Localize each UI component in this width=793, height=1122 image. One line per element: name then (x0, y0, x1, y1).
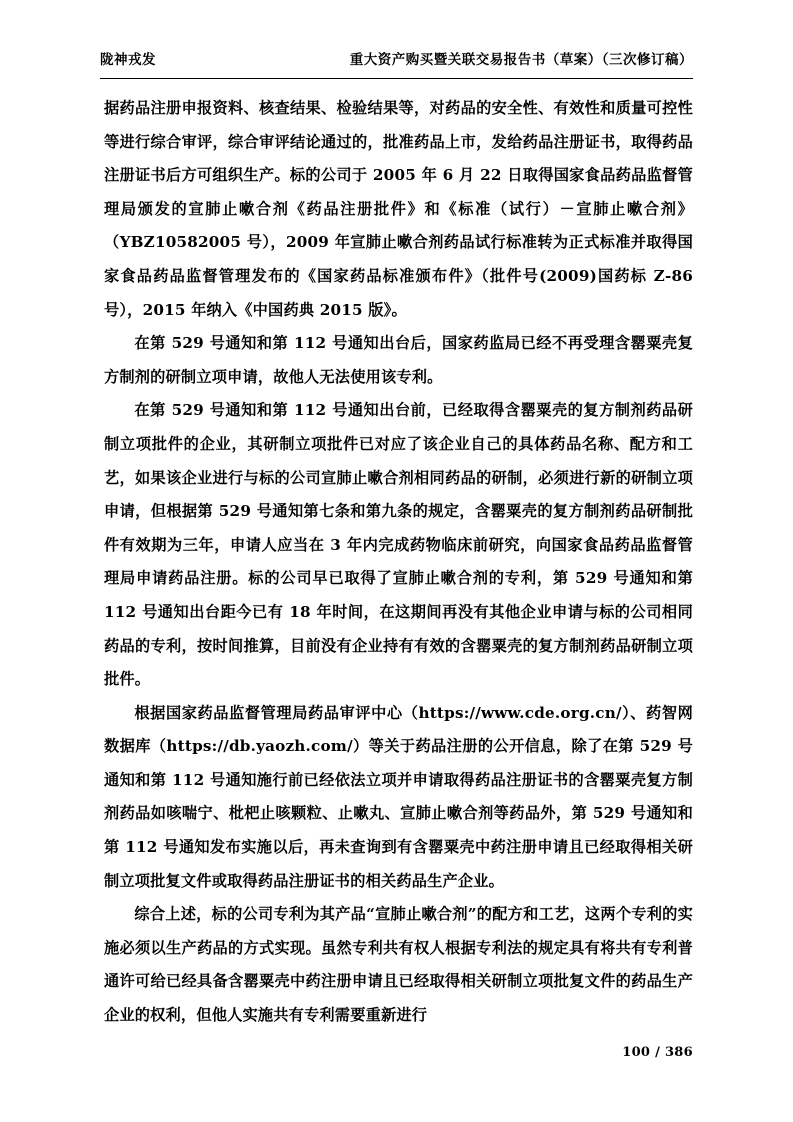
page-header (100, 48, 693, 68)
page-number: 100 / 386 (622, 1045, 693, 1060)
paragraph-summary: 综合上述，标的公司专利为其产品“宣肺止嗽合剂”的配方和工艺，这两个专利的实施必须以生产药品的方式实现。虽然专利共有权人根据专利法的规定具有将共有专利普通许可给已经具备含罂粟壳中药注册申请且已经取得相关研制立项批复文件的药品生产企业的权利，但他人实施共有专利需要重新进行 (104, 905, 693, 1025)
paragraph-notice-before: 在第 529 号通知和第 112 号通知出台前，已经取得含罂粟壳的复方制剂药品研制立项批件的企业，其研制立项批件已对应了该企业自己的具体药品名称、配方和工艺，如果该企业进行与标的公司宣肺止嗽合剂相同药品的研制，必须进行新的研制立项申请，但根据第 529 号通知第七条和第九条的规定，含罂粟壳的复方制剂药品研制批件有效期为三年，申请人应当在 3 年内完成药物临床前研究，向国家食品药品监督管理局申请药品注册。标的公司早已取得了宣肺止嗽合剂的专利，第 529 号通知和第 112 号通知出台距今已有 18 年时间，在这期间再没有其他企业申请与标的公司相同药品的专利，按时间推算，目前没有企业持有有效的含罂粟壳的复方制剂药品研制立项批件。 (104, 401, 693, 689)
paragraph-public-info: 根据国家药品监督管理局药品审评中心（https://www.cde.org.cn/）、药智网数据库（https://db.yaozh.com/）等关于药品注册的公开信息，除了在第 529 号通知和第 112 号通知施行前已经依法立项并申请取得药品注册证书的含罂粟壳复方制剂药品如咳喘宁、枇杷止咳颗粒、止嗽丸、宣肺止嗽合剂等药品外，第 529 号通知和第 112 号通知发布实施以后，再未查询到有含罂粟壳中药注册申请且已经取得相关研制立项批复文件或取得药品注册证书的相关药品生产企业。 (104, 703, 693, 890)
paragraph-continued: 据药品注册申报资料、核查结果、检验结果等，对药品的安全性、有效性和质量可控性等进行综合审评，综合审评结论通过的，批准药品上市，发给药品注册证书，取得药品注册证书后方可组织生产。标的公司于 2005 年 6 月 22 日取得国家食品药品监督管理局颁发的宣肺止嗽合剂《药品注册批件》和《标准（试行）－宣肺止嗽合剂》（YBZ10582005 号），2009 年宣肺止嗽合剂药品试行标准转为正式标准并取得国家食品药品监督管理发布的《国家药品标准颁布件》（批件号(2009)国药标 Z-86 号），2015 年纳入《中国药典 2015 版》。 (104, 99, 693, 319)
header-divider (100, 78, 693, 79)
page-content (104, 92, 693, 1033)
header-document-title: 重大资产购买暨关联交易报告书（草案）（三次修订稿） (349, 52, 693, 68)
header-company-name: 陇神戎发 (100, 52, 156, 68)
paragraph-notice-after: 在第 529 号通知和第 112 号通知出台后，国家药监局已经不再受理含罂粟壳复方制剂的研制立项申请，故他人无法使用该专利。 (104, 334, 693, 386)
